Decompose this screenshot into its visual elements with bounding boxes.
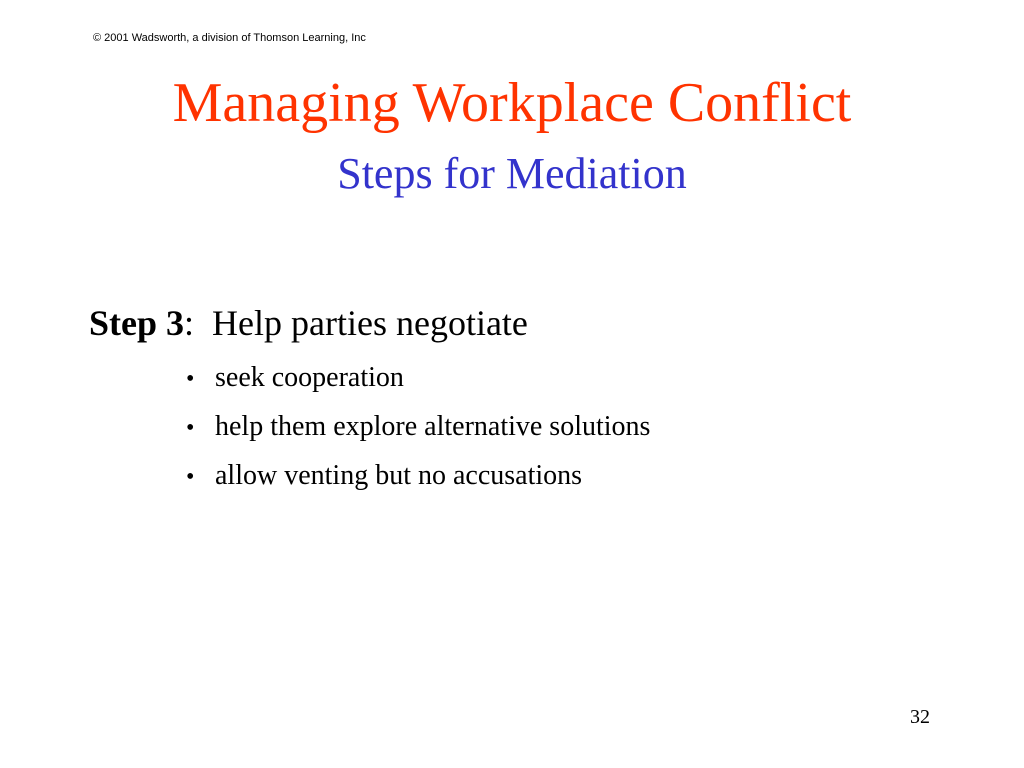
slide-subtitle: Steps for Mediation [337, 149, 687, 198]
bullet-text: seek cooperation [215, 362, 404, 393]
bullet-glyph: • [186, 415, 195, 441]
step-text: Help parties negotiate [212, 303, 528, 343]
bullet-item [186, 358, 650, 407]
step-separator: : [184, 303, 195, 343]
step-label: Step 3 [89, 303, 185, 343]
page-number: 32 [910, 706, 930, 728]
bullet-text: allow venting but no accusations [215, 460, 583, 491]
bullet-item [186, 456, 650, 505]
slide-title: Managing Workplace Conflict [172, 72, 852, 134]
step-heading [89, 300, 528, 346]
bullet-text: help them explore alternative solutions [215, 411, 651, 442]
bullet-item [186, 407, 650, 456]
bullet-glyph: • [186, 366, 195, 392]
bullet-list [186, 358, 650, 505]
bullet-glyph: • [186, 464, 195, 490]
copyright-notice: © 2001 Wadsworth, a division of Thomson Learning, Inc [93, 32, 366, 44]
